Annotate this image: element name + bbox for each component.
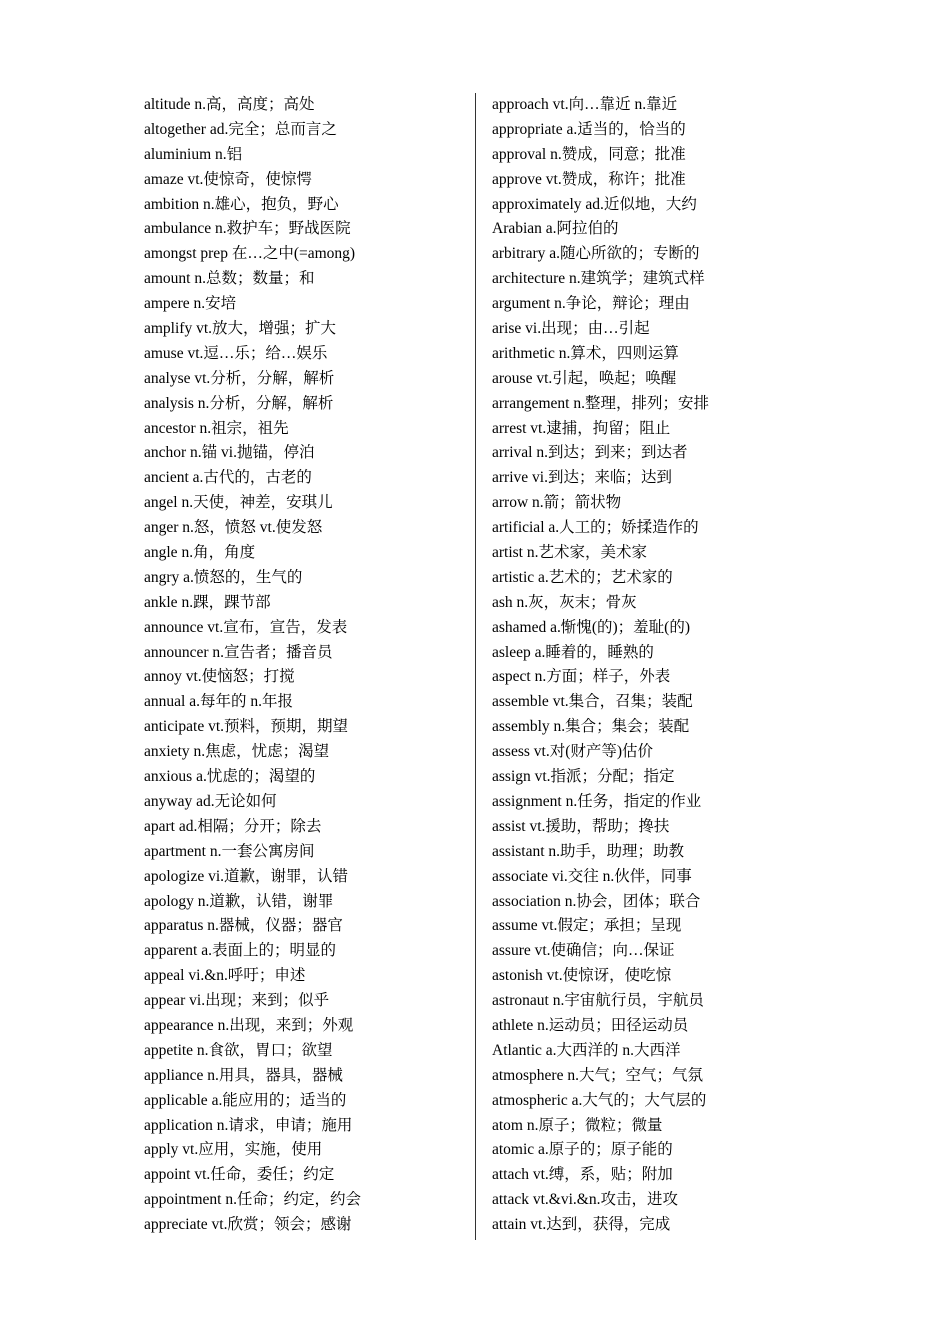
vocab-entry: ancestor n.祖宗，祖先 [144,419,289,437]
vocab-entry: appointment n.任命；约定，约会 [144,1191,361,1209]
vocab-entry: asleep a.睡着的，睡熟的 [492,643,654,661]
vocab-entry: attach vt.缚，系，贴；附加 [492,1166,673,1184]
vocab-entry: aspect n.方面；样子，外表 [492,668,671,686]
vocab-entry: assign vt.指派；分配；指定 [492,768,675,786]
vocab-entry: atomic a.原子的；原子能的 [492,1141,673,1159]
vocab-entry: announcer n.宣告者；播音员 [144,643,333,661]
vocab-entry: astonish vt.使惊讶，使吃惊 [492,967,672,985]
vocab-entry: apply vt.应用，实施，使用 [144,1141,323,1159]
vocab-entry: approve vt.赞成，称许；批准 [492,170,686,188]
vocab-entry: arise vi.出现；由…引起 [492,320,650,338]
vocab-entry: angle n.角，角度 [144,544,256,562]
vocab-entry: ancient a.古代的，古老的 [144,469,312,487]
vocab-entry: apparent a.表面上的；明显的 [144,942,336,960]
vocab-entry: apart ad.相隔；分开；除去 [144,817,322,835]
vocab-entry: annoy vt.使恼怒；打搅 [144,668,295,686]
vocab-entry: astronaut n.宇宙航行员，宇航员 [492,992,704,1010]
vocab-entry: approval n.赞成，同意；批准 [492,145,686,163]
vocab-entry: arithmetic n.算术，四则运算 [492,344,679,362]
vocab-entry: angel n.天使，神差，安琪儿 [144,494,333,512]
column-divider [475,93,476,1240]
vocab-entry: appeal vi.&n.呼吁；申述 [144,967,306,985]
vocab-entry: anyway ad.无论如何 [144,792,277,810]
vocab-entry: assure vt.使确信；向…保证 [492,942,675,960]
vocab-entry: assemble vt.集合，召集；装配 [492,693,693,711]
vocab-entry: appetite n.食欲，胃口；欲望 [144,1041,333,1059]
vocab-entry: appear vi.出现；来到；似乎 [144,992,330,1010]
vocab-entry: aluminium n.铝 [144,145,243,163]
vocab-entry: amongst prep 在…之中(=among) [144,245,356,263]
vocab-entry: assembly n.集合；集会；装配 [492,718,690,736]
vocab-entry: analysis n.分析，分解，解析 [144,394,334,412]
vocab-entry: appearance n.出现，来到；外观 [144,1016,354,1034]
vocab-entry: amplify vt.放大，增强；扩大 [144,320,337,338]
vocab-entry: altitude n.高，高度；高处 [144,96,315,113]
vocab-entry: ambition n.雄心，抱负，野心 [144,195,339,213]
vocab-entry: ampere n.安培 [144,295,237,313]
vocab-entry: angry a.愤怒的，生气的 [144,568,303,586]
vocab-entry: argument n.争论，辩论；理由 [492,295,690,313]
vocab-entry: arrow n.箭；箭状物 [492,494,622,512]
vocab-entry: anxious a.忧虑的；渴望的 [144,768,316,786]
vocab-entry: arrangement n.整理，排列；安排 [492,394,709,412]
vocab-entry: atmosphere n.大气；空气；气氛 [492,1066,703,1084]
vocab-entry: apparatus n.器械，仪器；器官 [144,917,343,935]
vocab-entry: ashamed a.惭愧(的)；羞耻(的) [492,618,691,636]
vocab-entry: anticipate vt.预料，预期，期望 [144,718,349,736]
vocab-entry: artist n.艺术家，美术家 [492,544,647,562]
vocab-entry: appropriate a.适当的，恰当的 [492,120,686,138]
vocab-entry: apology n.道歉，认错，谢罪 [144,892,334,910]
vocab-entry: ash n.灰，灰末；骨灰 [492,593,637,611]
vocab-entry: assess vt.对(财产等)估价 [492,743,654,761]
vocab-entry: Atlantic a.大西洋的 n.大西洋 [492,1041,681,1059]
vocab-entry: attack vt.&vi.&n.攻击，进攻 [492,1191,678,1209]
vocab-entry: ambulance n.救护车；野战医院 [144,220,351,238]
vocab-entry: announce vt.宣布，宣告，发表 [144,618,348,636]
vocab-entry: attain vt.达到，获得，完成 [492,1216,671,1234]
vocab-entry: arbitrary a.随心所欲的；专断的 [492,245,700,263]
vocab-entry: approach vt.向…靠近 n.靠近 [492,96,678,113]
vocab-entry: arrival n.到达；到来；到达者 [492,444,688,462]
vocab-entry: assist vt.援助，帮助；搀扶 [492,817,670,835]
vocab-entry: arrive vi.到达；来临；达到 [492,469,672,487]
vocab-entry: arrest vt.逮捕，拘留；阻止 [492,419,671,437]
vocab-entry: assignment n.任务，指定的作业 [492,792,702,810]
vocab-entry: anxiety n.焦虑，忧虑；渴望 [144,743,330,761]
vocab-entry: artistic a.艺术的；艺术家的 [492,568,673,586]
vocab-entry: amount n.总数；数量；和 [144,270,315,288]
vocab-entry: anchor n.锚 vi.抛锚，停泊 [144,444,315,462]
vocab-entry: appreciate vt.欣赏；领会；感谢 [144,1216,352,1234]
vocab-entry: artificial a.人工的；娇揉造作的 [492,519,699,537]
right-vocab-column [492,93,812,1238]
vocab-entry: amuse vt.逗…乐；给…娱乐 [144,344,328,362]
vocab-entry: annual a.每年的 n.年报 [144,693,293,711]
vocab-entry: Arabian a.阿拉伯的 [492,220,619,238]
vocab-entry: application n.请求，申请；施用 [144,1116,353,1134]
vocab-entry: analyse vt.分析，分解，解析 [144,369,335,387]
vocab-entry: appoint vt.任命，委任；约定 [144,1166,335,1184]
vocab-entry: athlete n.运动员；田径运动员 [492,1016,689,1034]
vocab-entry: applicable a.能应用的；适当的 [144,1091,347,1109]
vocab-entry: architecture n.建筑学；建筑式样 [492,270,705,288]
vocab-entry: association n.协会，团体；联合 [492,892,701,910]
vocab-entry: altogether ad.完全；总而言之 [144,120,337,138]
vocab-entry: associate vi.交往 n.伙伴，同事 [492,867,692,885]
vocab-entry: ankle n.踝，踝节部 [144,593,271,611]
vocab-entry: appliance n.用具，器具，器械 [144,1066,343,1084]
vocab-entry: apologize vi.道歉，谢罪，认错 [144,867,349,885]
vocab-entry: arouse vt.引起，唤起；唤醒 [492,369,677,387]
vocab-entry: anger n.怒，愤怒 vt.使发怒 [144,519,323,537]
vocab-entry: assume vt.假定；承担；呈现 [492,917,682,935]
vocab-entry: apartment n.一套公寓房间 [144,842,315,860]
vocab-entry: atom n.原子；微粒；微量 [492,1116,663,1134]
vocab-entry: approximately ad.近似地，大约 [492,195,697,213]
vocab-entry: assistant n.助手，助理；助教 [492,842,685,860]
left-vocab-column [144,93,464,1238]
vocab-entry: amaze vt.使惊奇，使惊愕 [144,170,312,188]
vocab-entry: atmospheric a.大气的；大气层的 [492,1091,707,1109]
